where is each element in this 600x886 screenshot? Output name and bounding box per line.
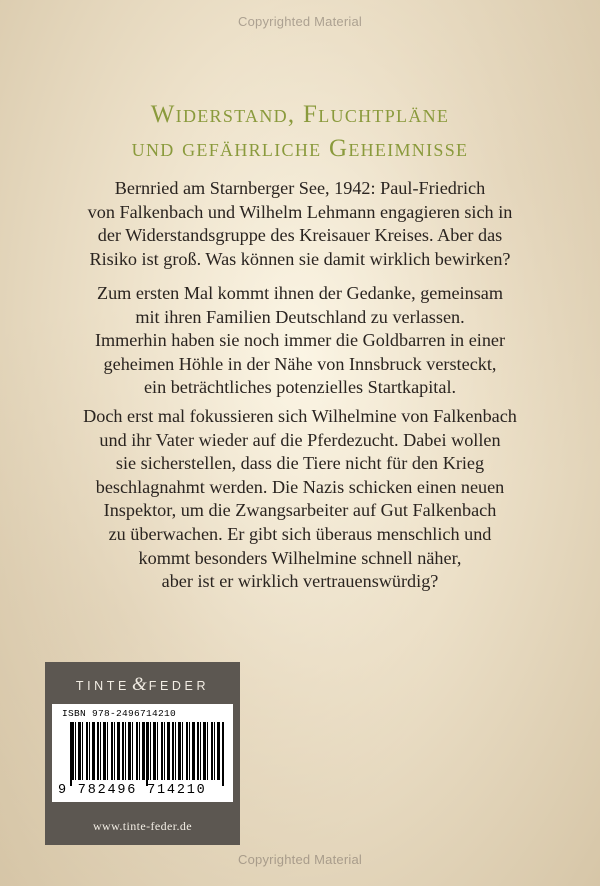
- text-line: sie sicherstellen, dass die Tiere nicht für den Krieg: [115, 453, 485, 474]
- text-line: mit ihren Familien Deutschland zu verlassen.: [135, 306, 465, 327]
- barcode-number: 9 782496 714210: [58, 783, 207, 798]
- text-line: geheimen Höhle in der Nähe von Innsbruck versteckt,: [103, 353, 497, 374]
- text-line: Risiko ist groß. Was können sie damit wirklich bewirken?: [89, 248, 511, 269]
- text-line: ein beträchtliches potenzielles Startkapital.: [143, 377, 457, 398]
- publisher-barcode-panel: [45, 662, 240, 845]
- publisher-ampersand: &: [131, 674, 147, 695]
- publisher-word-1: TINTE: [75, 679, 130, 693]
- back-cover-heading: [0, 98, 600, 166]
- barcode-guard-right: [222, 722, 224, 786]
- text-line: Zum ersten Mal kommt ihnen der Gedanke, gemeinsam: [96, 283, 504, 303]
- blurb-paragraph-3: [50, 405, 550, 594]
- text-line: Doch erst mal fokussieren sich Wilhelmine von Falkenbach: [83, 406, 517, 426]
- heading-line-1: Widerstand, Fluchtpläne: [150, 101, 450, 128]
- copyright-watermark-bottom: Copyrighted Material: [238, 852, 362, 867]
- text-line: Inspektor, um die Zwangsarbeiter auf Gut Falkenbach: [103, 500, 497, 521]
- heading-line-2: und gefährliche Geheimnisse: [131, 135, 469, 162]
- text-line: von Falkenbach und Wilhelm Lehmann engagieren sich in: [87, 201, 513, 222]
- text-line: aber ist er wirklich vertrauenswürdig?: [161, 571, 439, 592]
- text-line: beschlagnahmt werden. Die Nazis schicken einen neuen: [95, 476, 505, 497]
- text-line: und ihr Vater wieder auf die Pferdezucht. Dabei wollen: [99, 429, 501, 450]
- blurb-paragraph-1: [50, 177, 550, 271]
- barcode-guard-left: [70, 722, 72, 786]
- isbn-barcode: [52, 704, 233, 802]
- blurb-paragraph-2: [50, 282, 550, 400]
- text-line: Immerhin haben sie noch immer die Goldbarren in einer: [94, 330, 506, 351]
- text-line: zu überwachen. Er gibt sich überaus menschlich und: [108, 523, 492, 544]
- publisher-url: www.tinte-feder.de: [92, 819, 193, 833]
- barcode-guard-center: [146, 722, 148, 786]
- copyright-watermark-top: Copyrighted Material: [238, 14, 362, 29]
- text-line: Bernried am Starnberger See, 1942: Paul-Friedrich: [114, 178, 486, 198]
- text-line: der Widerstandsgruppe des Kreisauer Kreises. Aber das: [97, 225, 503, 246]
- isbn-label: ISBN 978-2496714210: [62, 708, 177, 719]
- publisher-word-2: FEDER: [148, 679, 210, 693]
- publisher-logo: [45, 674, 240, 696]
- text-line: kommt besonders Wilhelmine schnell näher,: [138, 547, 462, 568]
